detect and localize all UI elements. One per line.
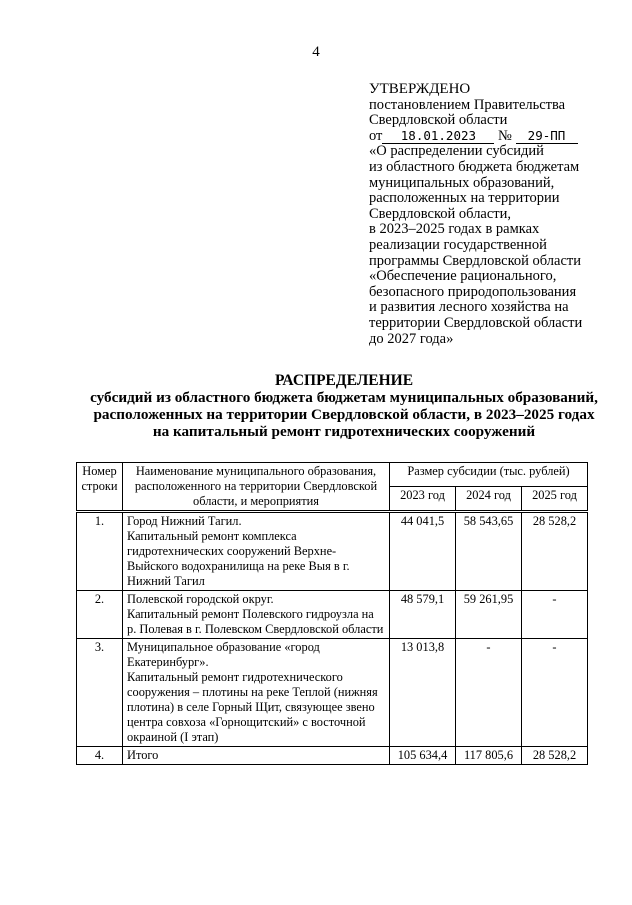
approval-date: 18.01.2023 [382, 129, 494, 144]
row-name-line: Капитальный ремонт гидротехнического сооружения – плотины на реке Теплой (нижняя плотина) в селе Горный Щит, связующее звено центра совхоза «Горнощитский» с восточной окраиной (I этап) [127, 670, 378, 744]
date-prefix: от [369, 127, 383, 144]
row-name-line: Итого [127, 748, 159, 762]
approval-line: постановлением Правительства [369, 96, 566, 113]
table-row [77, 591, 588, 639]
row-name [123, 639, 390, 747]
approval-line: Свердловской области [369, 112, 508, 129]
header-number: Номер строки [77, 463, 123, 512]
row-number: 3. [77, 639, 123, 747]
row-name-line: Город Нижний Тагил. [127, 514, 242, 528]
row-name [123, 591, 390, 639]
row-number: 4. [77, 747, 123, 765]
row-name-line: Муниципальное образование «город Екатеринбург». [127, 640, 320, 669]
header-name: Наименование муниципального образования, расположенного на территории Свердловской области, и мероприятия [123, 463, 390, 512]
row-number: 1. [77, 512, 123, 591]
header-year: 2025 год [522, 486, 588, 511]
approval-line: и развития лесного хозяйства на [369, 299, 569, 316]
row-value-2025: - [522, 591, 588, 639]
row-value-2024: 117 805,6 [456, 747, 522, 765]
table-row [77, 512, 588, 591]
number-prefix: № [498, 127, 512, 144]
approval-line: реализации государственной [369, 236, 547, 253]
row-value-2024: - [456, 639, 522, 747]
subsidy-table [76, 462, 588, 765]
header-year: 2023 год [390, 486, 456, 511]
row-value-2024: 59 261,95 [456, 591, 522, 639]
approval-line: до 2027 года» [369, 330, 454, 347]
approval-block [369, 82, 614, 347]
table-header-row [77, 463, 588, 487]
row-number: 2. [77, 591, 123, 639]
heading-line: субсидий из областного бюджета бюджетам муниципальных образований, [90, 389, 598, 406]
row-value-2024: 58 543,65 [456, 512, 522, 591]
row-name [123, 747, 390, 765]
row-value-2025: 28 528,2 [522, 512, 588, 591]
heading-line: на капитальный ремонт гидротехнических сооружений [152, 423, 536, 440]
row-value-2023: 48 579,1 [390, 591, 456, 639]
header-amount: Размер субсидии (тыс. рублей) [390, 463, 588, 487]
approval-line: муниципальных образований, [369, 174, 555, 191]
row-value-2023: 13 013,8 [390, 639, 456, 747]
header-year: 2024 год [456, 486, 522, 511]
row-value-2023: 105 634,4 [390, 747, 456, 765]
row-name-line: Полевской городской округ. [127, 592, 274, 606]
table-row-total [77, 747, 588, 765]
row-value-2025: 28 528,2 [522, 747, 588, 765]
approval-number: 29-ПП [516, 129, 578, 144]
approval-line: «О распределении субсидий [369, 143, 544, 160]
heading-title: РАСПРЕДЕЛЕНИЕ [274, 372, 414, 389]
approval-line: Свердловской области, [369, 205, 512, 222]
row-name-line: Капитальный ремонт Полевского гидроузла на р. Полевая в г. Полевском Свердловской области [127, 607, 384, 636]
page-number: 4 [312, 44, 320, 60]
row-name [123, 512, 390, 591]
approval-title: УТВЕРЖДЕНО [369, 81, 471, 97]
row-value-2025: - [522, 639, 588, 747]
heading-line: расположенных на территории Свердловской области, в 2023–2025 годах [93, 406, 595, 423]
row-value-2023: 44 041,5 [390, 512, 456, 591]
table-row [77, 639, 588, 747]
approval-line: территории Свердловской области [369, 314, 583, 331]
document-heading [70, 372, 618, 440]
approval-date-number [369, 129, 614, 145]
approval-line: расположенных на территории [369, 190, 560, 207]
row-name-line: Капитальный ремонт комплекса гидротехнических сооружений Верхне-Выйского водохранилища на реке Выя в г. Нижний Тагил [127, 529, 350, 588]
approval-line: в 2023–2025 годах в рамках [369, 221, 540, 238]
approval-line: из областного бюджета бюджетам [369, 158, 580, 175]
approval-line: безопасного природопользования [369, 283, 577, 300]
approval-line: программы Свердловской области [369, 252, 582, 269]
approval-line: «Обеспечение рационального, [369, 268, 557, 285]
